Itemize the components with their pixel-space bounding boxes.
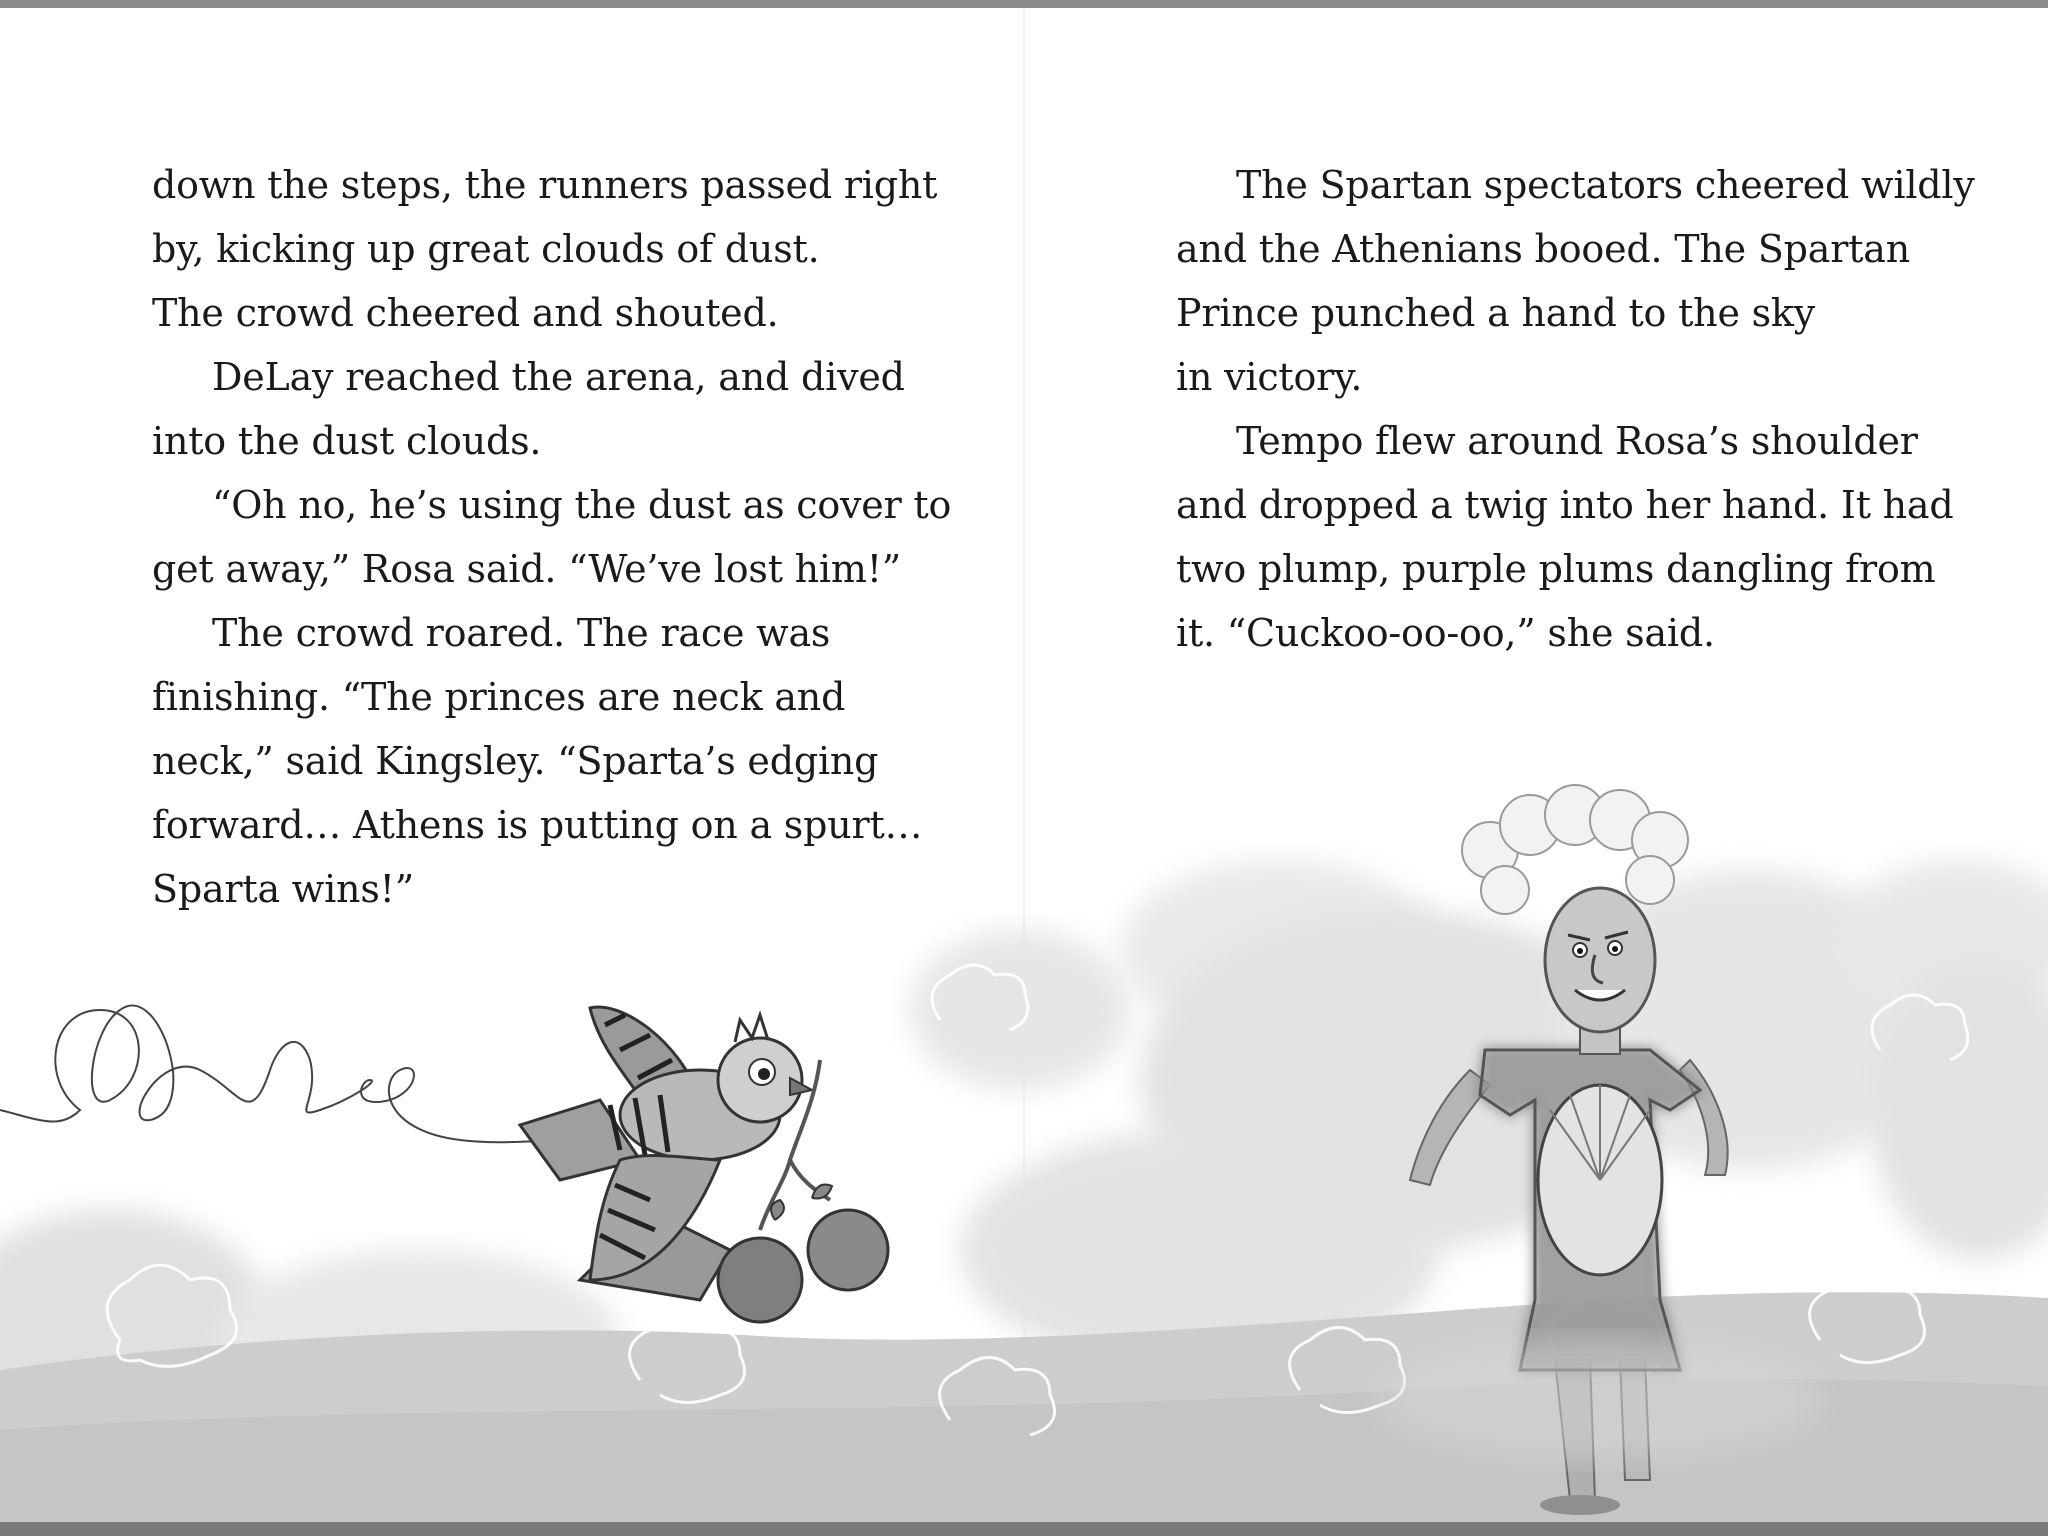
text-line: DeLay reached the arena, and dived	[212, 355, 905, 399]
text-line: finishing. “The princes are neck and	[152, 675, 846, 719]
text-line: The Spartan spectators cheered wildly	[1236, 163, 1975, 207]
text-line: into the dust clouds.	[152, 419, 542, 463]
viewer-bottom-bar	[0, 1522, 2048, 1536]
flight-trail	[0, 1006, 560, 1143]
text-line: by, kicking up great clouds of dust.	[152, 227, 820, 271]
text-line: in victory.	[1176, 355, 1363, 399]
text-line: and the Athenians booed. The Spartan	[1176, 227, 1911, 271]
text-line: it. “Cuckoo-oo-oo,” she said.	[1176, 611, 1715, 655]
text-line: get away,” Rosa said. “We’ve lost him!”	[152, 547, 902, 591]
text-line: The crowd cheered and shouted.	[152, 291, 779, 335]
text-line: Prince punched a hand to the sky	[1176, 291, 1816, 335]
text-line: Tempo flew around Rosa’s shoulder	[1236, 419, 1918, 463]
cuckoo-bird	[520, 1007, 888, 1322]
text-line: and dropped a twig into her hand. It had	[1176, 483, 1954, 527]
text-line: down the steps, the runners passed right	[152, 163, 938, 207]
text-line: Sparta wins!”	[152, 867, 414, 911]
text-line: The crowd roared. The race was	[212, 611, 831, 655]
text-line: two plump, purple plums dangling from	[1176, 547, 1936, 591]
text-line: forward… Athens is putting on a spurt…	[152, 803, 923, 847]
story-illustration	[0, 780, 2048, 1522]
right-page-text	[1176, 153, 1975, 665]
text-line: “Oh no, he’s using the dust as cover to	[212, 483, 952, 527]
text-line: neck,” said Kingsley. “Sparta’s edging	[152, 739, 879, 783]
viewer-top-bar	[0, 0, 2048, 8]
